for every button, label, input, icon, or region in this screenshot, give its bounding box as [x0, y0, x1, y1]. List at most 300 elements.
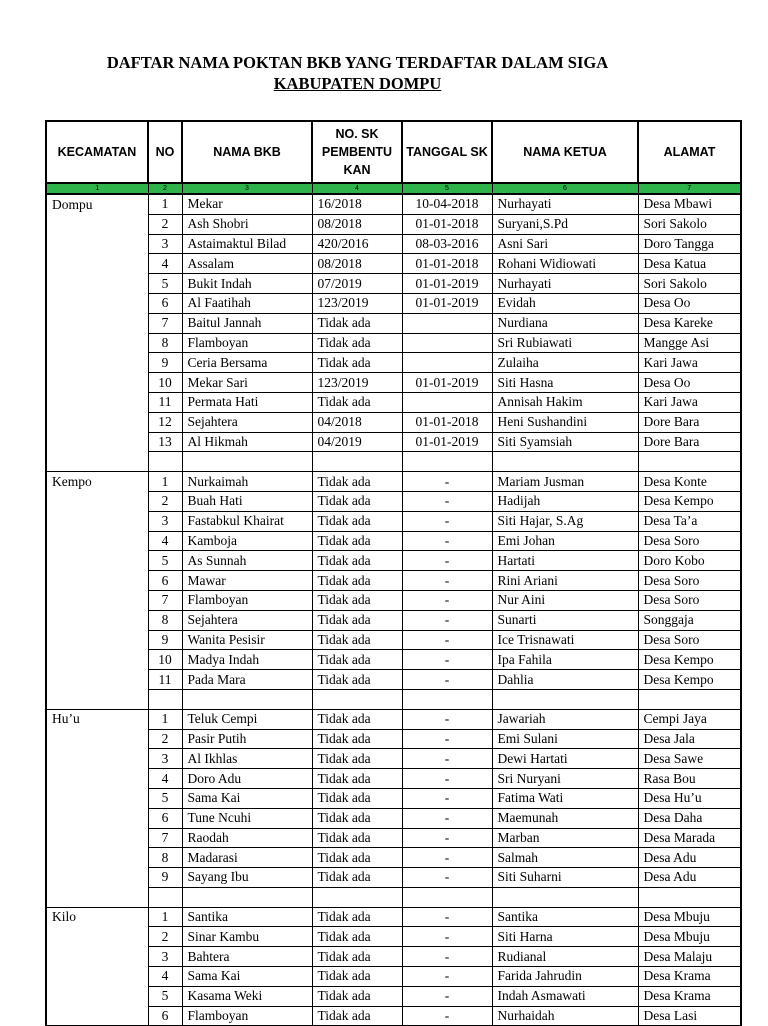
cell-no-sk: Tidak ada	[312, 808, 402, 828]
column-number: 1	[46, 183, 148, 194]
cell-tanggal-sk	[402, 887, 492, 907]
cell-alamat: Dore Bara	[638, 432, 741, 452]
cell-no-sk: Tidak ada	[312, 848, 402, 868]
table-row	[46, 749, 741, 769]
table-row	[46, 828, 741, 848]
cell-no-sk: Tidak ada	[312, 551, 402, 571]
cell-tanggal-sk: -	[402, 927, 492, 947]
cell-alamat: Desa Marada	[638, 828, 741, 848]
cell-alamat: Desa Katua	[638, 254, 741, 274]
cell-nama-bkb: Assalam	[182, 254, 312, 274]
table-row	[46, 214, 741, 234]
cell-kecamatan	[46, 729, 148, 749]
cell-no: 4	[148, 967, 182, 987]
cell-no: 9	[148, 630, 182, 650]
cell-no: 7	[148, 828, 182, 848]
cell-kecamatan	[46, 986, 148, 1006]
table-row	[46, 927, 741, 947]
table-row	[46, 808, 741, 828]
cell-alamat: Desa Oo	[638, 373, 741, 393]
cell-nama-ketua	[492, 887, 638, 907]
cell-kecamatan	[46, 333, 148, 353]
cell-kecamatan	[46, 313, 148, 333]
table-row	[46, 907, 741, 927]
cell-no: 4	[148, 531, 182, 551]
cell-alamat: Desa Lasi	[638, 1006, 741, 1026]
cell-tanggal-sk: -	[402, 788, 492, 808]
cell-tanggal-sk: -	[402, 610, 492, 630]
cell-nama-ketua: Siti Harna	[492, 927, 638, 947]
cell-no-sk: 07/2019	[312, 274, 402, 294]
cell-nama-bkb: Santika	[182, 907, 312, 927]
table-row	[46, 194, 741, 214]
cell-nama-ketua: Nur Aini	[492, 590, 638, 610]
cell-no-sk: Tidak ada	[312, 630, 402, 650]
cell-kecamatan	[46, 254, 148, 274]
table-row	[46, 947, 741, 967]
cell-no: 1	[148, 709, 182, 729]
cell-no-sk	[312, 887, 402, 907]
cell-kecamatan	[46, 610, 148, 630]
cell-alamat: Desa Soro	[638, 571, 741, 591]
table-row	[46, 689, 741, 709]
cell-tanggal-sk: -	[402, 590, 492, 610]
cell-nama-ketua: Fatima Wati	[492, 788, 638, 808]
cell-nama-ketua: Dahlia	[492, 670, 638, 690]
cell-no-sk: 123/2019	[312, 373, 402, 393]
cell-nama-bkb: Pasir Putih	[182, 729, 312, 749]
cell-alamat: Desa Soro	[638, 590, 741, 610]
cell-tanggal-sk: -	[402, 650, 492, 670]
cell-kecamatan: Dompu	[46, 194, 148, 214]
cell-nama-ketua: Nurhayati	[492, 274, 638, 294]
cell-kecamatan	[46, 234, 148, 254]
cell-alamat: Desa Konte	[638, 472, 741, 492]
cell-no-sk: Tidak ada	[312, 491, 402, 511]
cell-nama-bkb: Sama Kai	[182, 967, 312, 987]
table-row	[46, 531, 741, 551]
cell-tanggal-sk: -	[402, 848, 492, 868]
cell-tanggal-sk: -	[402, 769, 492, 789]
cell-nama-ketua: Sri Rubiawati	[492, 333, 638, 353]
cell-no-sk: Tidak ada	[312, 511, 402, 531]
table-body	[46, 183, 741, 1026]
cell-no: 6	[148, 1006, 182, 1026]
table-row	[46, 650, 741, 670]
cell-nama-ketua: Suryani,S.Pd	[492, 214, 638, 234]
cell-alamat: Doro Kobo	[638, 551, 741, 571]
cell-nama-bkb: Mekar Sari	[182, 373, 312, 393]
cell-nama-ketua: Siti Suharni	[492, 868, 638, 888]
cell-no: 5	[148, 788, 182, 808]
table-header-row	[46, 121, 741, 183]
cell-no-sk: Tidak ada	[312, 353, 402, 373]
cell-nama-ketua: Emi Johan	[492, 531, 638, 551]
cell-nama-bkb: Wanita Pesisir	[182, 630, 312, 650]
table-row	[46, 293, 741, 313]
cell-alamat: Desa Sawe	[638, 749, 741, 769]
table-row	[46, 511, 741, 531]
column-number: 2	[148, 183, 182, 194]
cell-nama-bkb: Kamboja	[182, 531, 312, 551]
cell-nama-bkb	[182, 689, 312, 709]
cell-nama-ketua: Asni Sari	[492, 234, 638, 254]
cell-nama-bkb: Ceria Bersama	[182, 353, 312, 373]
cell-no-sk: Tidak ada	[312, 392, 402, 412]
cell-nama-ketua: Evidah	[492, 293, 638, 313]
cell-no: 11	[148, 392, 182, 412]
cell-no-sk: 04/2019	[312, 432, 402, 452]
cell-no-sk: Tidak ada	[312, 967, 402, 987]
cell-alamat: Kari Jawa	[638, 392, 741, 412]
cell-kecamatan	[46, 769, 148, 789]
cell-tanggal-sk: 01-01-2018	[402, 412, 492, 432]
cell-nama-bkb: Ash Shobri	[182, 214, 312, 234]
cell-tanggal-sk: -	[402, 630, 492, 650]
cell-kecamatan: Hu’u	[46, 709, 148, 729]
cell-tanggal-sk: 01-01-2018	[402, 214, 492, 234]
poktan-table	[45, 120, 742, 1026]
cell-nama-bkb	[182, 452, 312, 472]
cell-tanggal-sk: -	[402, 1006, 492, 1026]
cell-nama-ketua: Annisah Hakim	[492, 392, 638, 412]
cell-nama-ketua: Heni Sushandini	[492, 412, 638, 432]
cell-kecamatan	[46, 531, 148, 551]
cell-nama-ketua: Marban	[492, 828, 638, 848]
cell-nama-bkb: Nurkaimah	[182, 472, 312, 492]
cell-alamat: Cempi Jaya	[638, 709, 741, 729]
cell-nama-bkb: Madya Indah	[182, 650, 312, 670]
cell-alamat: Desa Oo	[638, 293, 741, 313]
cell-nama-ketua: Rohani Widiowati	[492, 254, 638, 274]
cell-no: 2	[148, 927, 182, 947]
cell-alamat: Desa Krama	[638, 967, 741, 987]
cell-kecamatan	[46, 947, 148, 967]
cell-alamat	[638, 689, 741, 709]
cell-tanggal-sk: 01-01-2019	[402, 274, 492, 294]
table-row	[46, 986, 741, 1006]
cell-kecamatan	[46, 274, 148, 294]
cell-alamat: Desa Soro	[638, 630, 741, 650]
cell-no-sk: 04/2018	[312, 412, 402, 432]
table-row	[46, 590, 741, 610]
cell-tanggal-sk: 08-03-2016	[402, 234, 492, 254]
header-tanggal-sk: TANGGAL SK	[402, 121, 492, 183]
cell-nama-bkb: Sejahtera	[182, 610, 312, 630]
table-row	[46, 472, 741, 492]
cell-nama-ketua: Rini Ariani	[492, 571, 638, 591]
cell-tanggal-sk: -	[402, 472, 492, 492]
cell-nama-ketua: Mariam Jusman	[492, 472, 638, 492]
cell-alamat	[638, 452, 741, 472]
cell-kecamatan	[46, 590, 148, 610]
cell-no: 11	[148, 670, 182, 690]
cell-no-sk: Tidak ada	[312, 590, 402, 610]
table-row	[46, 373, 741, 393]
cell-no: 7	[148, 590, 182, 610]
cell-no-sk: 16/2018	[312, 194, 402, 214]
cell-kecamatan	[46, 214, 148, 234]
cell-alamat: Kari Jawa	[638, 353, 741, 373]
cell-nama-bkb: Al Faatihah	[182, 293, 312, 313]
cell-kecamatan	[46, 551, 148, 571]
cell-no-sk: Tidak ada	[312, 333, 402, 353]
table-row	[46, 452, 741, 472]
cell-no: 3	[148, 947, 182, 967]
cell-nama-bkb: Kasama Weki	[182, 986, 312, 1006]
cell-kecamatan	[46, 808, 148, 828]
table-row	[46, 491, 741, 511]
cell-alamat: Desa Soro	[638, 531, 741, 551]
cell-kecamatan	[46, 571, 148, 591]
table-row	[46, 313, 741, 333]
cell-nama-ketua: Hadijah	[492, 491, 638, 511]
cell-alamat: Mangge Asi	[638, 333, 741, 353]
cell-no-sk	[312, 452, 402, 472]
cell-kecamatan	[46, 927, 148, 947]
cell-alamat: Desa Adu	[638, 868, 741, 888]
cell-kecamatan	[46, 967, 148, 987]
cell-nama-ketua: Sunarti	[492, 610, 638, 630]
table-row	[46, 709, 741, 729]
cell-no: 8	[148, 610, 182, 630]
cell-nama-bkb: Sayang Ibu	[182, 868, 312, 888]
cell-kecamatan	[46, 452, 148, 472]
header-no-sk: NO. SK PEMBENTU KAN	[312, 121, 402, 183]
cell-nama-bkb: Baitul Jannah	[182, 313, 312, 333]
header-kecamatan: KECAMATAN	[46, 121, 148, 183]
cell-no: 10	[148, 650, 182, 670]
cell-nama-ketua: Nurdiana	[492, 313, 638, 333]
cell-no: 5	[148, 551, 182, 571]
cell-no-sk: Tidak ada	[312, 769, 402, 789]
table-row	[46, 432, 741, 452]
cell-no-sk: Tidak ada	[312, 610, 402, 630]
cell-no-sk: Tidak ada	[312, 729, 402, 749]
cell-tanggal-sk: -	[402, 907, 492, 927]
cell-kecamatan: Kempo	[46, 472, 148, 492]
table-row	[46, 274, 741, 294]
cell-kecamatan	[46, 630, 148, 650]
cell-alamat: Desa Kareke	[638, 313, 741, 333]
table-row	[46, 967, 741, 987]
cell-tanggal-sk: -	[402, 709, 492, 729]
column-number: 4	[312, 183, 402, 194]
cell-tanggal-sk: -	[402, 868, 492, 888]
cell-nama-bkb: Fastabkul Khairat	[182, 511, 312, 531]
cell-alamat: Desa Adu	[638, 848, 741, 868]
cell-alamat: Desa Kempo	[638, 650, 741, 670]
cell-nama-ketua: Indah Asmawati	[492, 986, 638, 1006]
cell-nama-ketua: Rudianal	[492, 947, 638, 967]
cell-no-sk: Tidak ada	[312, 472, 402, 492]
cell-tanggal-sk: -	[402, 491, 492, 511]
cell-no-sk: 08/2018	[312, 254, 402, 274]
cell-nama-bkb	[182, 887, 312, 907]
cell-tanggal-sk	[402, 452, 492, 472]
cell-kecamatan	[46, 749, 148, 769]
cell-tanggal-sk: -	[402, 670, 492, 690]
cell-nama-ketua: Jawariah	[492, 709, 638, 729]
cell-kecamatan	[46, 788, 148, 808]
table-row	[46, 234, 741, 254]
cell-no-sk: Tidak ada	[312, 670, 402, 690]
cell-tanggal-sk	[402, 353, 492, 373]
cell-no: 8	[148, 333, 182, 353]
cell-nama-bkb: As Sunnah	[182, 551, 312, 571]
cell-no: 10	[148, 373, 182, 393]
cell-nama-ketua: Ipa Fahila	[492, 650, 638, 670]
cell-no: 5	[148, 274, 182, 294]
cell-nama-bkb: Sama Kai	[182, 788, 312, 808]
column-number: 6	[492, 183, 638, 194]
cell-alamat: Desa Kempo	[638, 670, 741, 690]
cell-nama-ketua: Siti Hajar, S.Ag	[492, 511, 638, 531]
cell-nama-ketua	[492, 689, 638, 709]
cell-nama-ketua: Ice Trisnawati	[492, 630, 638, 650]
cell-tanggal-sk: -	[402, 571, 492, 591]
cell-alamat: Desa Mbawi	[638, 194, 741, 214]
cell-no-sk: Tidak ada	[312, 531, 402, 551]
cell-alamat: Doro Tangga	[638, 234, 741, 254]
cell-nama-bkb: Bukit Indah	[182, 274, 312, 294]
cell-no-sk: Tidak ada	[312, 907, 402, 927]
table-row	[46, 848, 741, 868]
cell-no-sk: 08/2018	[312, 214, 402, 234]
cell-kecamatan	[46, 828, 148, 848]
cell-kecamatan	[46, 412, 148, 432]
cell-nama-bkb: Tune Ncuhi	[182, 808, 312, 828]
cell-no-sk: Tidak ada	[312, 788, 402, 808]
cell-tanggal-sk: -	[402, 551, 492, 571]
table-row	[46, 1006, 741, 1026]
table-row	[46, 630, 741, 650]
cell-nama-bkb: Buah Hati	[182, 491, 312, 511]
cell-no-sk: Tidak ada	[312, 868, 402, 888]
cell-kecamatan	[46, 650, 148, 670]
cell-no-sk: Tidak ada	[312, 571, 402, 591]
cell-nama-ketua: Nurhayati	[492, 194, 638, 214]
cell-nama-bkb: Mawar	[182, 571, 312, 591]
cell-no-sk: 420/2016	[312, 234, 402, 254]
cell-no: 7	[148, 313, 182, 333]
cell-no: 1	[148, 907, 182, 927]
cell-tanggal-sk: 01-01-2019	[402, 432, 492, 452]
cell-kecamatan	[46, 373, 148, 393]
cell-nama-bkb: Bahtera	[182, 947, 312, 967]
cell-no: 1	[148, 472, 182, 492]
table-row	[46, 571, 741, 591]
cell-alamat: Desa Krama	[638, 986, 741, 1006]
cell-kecamatan	[46, 689, 148, 709]
column-number: 3	[182, 183, 312, 194]
cell-nama-ketua: Hartati	[492, 551, 638, 571]
cell-no: 2	[148, 214, 182, 234]
column-number-row	[46, 183, 741, 194]
cell-nama-bkb: Sejahtera	[182, 412, 312, 432]
cell-nama-bkb: Madarasi	[182, 848, 312, 868]
cell-no	[148, 887, 182, 907]
cell-nama-bkb: Al Ikhlas	[182, 749, 312, 769]
table-row	[46, 551, 741, 571]
cell-no: 3	[148, 749, 182, 769]
cell-nama-ketua: Salmah	[492, 848, 638, 868]
cell-no-sk: 123/2019	[312, 293, 402, 313]
cell-tanggal-sk: 01-01-2019	[402, 373, 492, 393]
cell-kecamatan	[46, 392, 148, 412]
cell-nama-ketua: Santika	[492, 907, 638, 927]
cell-alamat: Desa Ta’a	[638, 511, 741, 531]
cell-tanggal-sk: -	[402, 828, 492, 848]
cell-no-sk: Tidak ada	[312, 947, 402, 967]
cell-no-sk: Tidak ada	[312, 927, 402, 947]
cell-no: 9	[148, 868, 182, 888]
cell-tanggal-sk	[402, 333, 492, 353]
cell-nama-ketua: Nurhaidah	[492, 1006, 638, 1026]
cell-nama-ketua: Emi Sulani	[492, 729, 638, 749]
cell-no: 4	[148, 769, 182, 789]
table-row	[46, 670, 741, 690]
cell-tanggal-sk: -	[402, 947, 492, 967]
cell-no-sk: Tidak ada	[312, 650, 402, 670]
table-row	[46, 254, 741, 274]
cell-nama-ketua: Dewi Hartati	[492, 749, 638, 769]
header-nama-ketua: NAMA KETUA	[492, 121, 638, 183]
cell-nama-bkb: Astaimaktul Bilad	[182, 234, 312, 254]
cell-alamat: Desa Mbuju	[638, 907, 741, 927]
cell-alamat: Sori Sakolo	[638, 214, 741, 234]
cell-kecamatan	[46, 887, 148, 907]
cell-alamat: Desa Hu’u	[638, 788, 741, 808]
cell-nama-bkb: Raodah	[182, 828, 312, 848]
cell-nama-bkb: Sinar Kambu	[182, 927, 312, 947]
cell-tanggal-sk: -	[402, 986, 492, 1006]
document-title	[0, 52, 715, 94]
cell-tanggal-sk: -	[402, 531, 492, 551]
column-number: 7	[638, 183, 741, 194]
cell-nama-bkb: Teluk Cempi	[182, 709, 312, 729]
title-line-1: DAFTAR NAMA POKTAN BKB YANG TERDAFTAR DALAM SIGA	[106, 53, 609, 72]
cell-no	[148, 689, 182, 709]
cell-tanggal-sk	[402, 313, 492, 333]
cell-no: 3	[148, 234, 182, 254]
cell-alamat: Desa Malaju	[638, 947, 741, 967]
cell-alamat: Rasa Bou	[638, 769, 741, 789]
cell-kecamatan	[46, 491, 148, 511]
cell-nama-ketua: Siti Syamsiah	[492, 432, 638, 452]
cell-tanggal-sk: 10-04-2018	[402, 194, 492, 214]
cell-nama-bkb: Doro Adu	[182, 769, 312, 789]
cell-nama-ketua: Farida Jahrudin	[492, 967, 638, 987]
table-row	[46, 729, 741, 749]
header-alamat: ALAMAT	[638, 121, 741, 183]
cell-no: 2	[148, 491, 182, 511]
cell-no: 6	[148, 293, 182, 313]
cell-nama-bkb: Flamboyan	[182, 590, 312, 610]
table-row	[46, 788, 741, 808]
cell-alamat	[638, 887, 741, 907]
cell-tanggal-sk: -	[402, 511, 492, 531]
header-nama-bkb: NAMA BKB	[182, 121, 312, 183]
header-no: NO	[148, 121, 182, 183]
cell-no: 9	[148, 353, 182, 373]
cell-no: 6	[148, 571, 182, 591]
cell-alamat: Desa Mbuju	[638, 927, 741, 947]
table-row	[46, 353, 741, 373]
cell-no: 5	[148, 986, 182, 1006]
cell-no-sk: Tidak ada	[312, 986, 402, 1006]
cell-nama-bkb: Mekar	[182, 194, 312, 214]
